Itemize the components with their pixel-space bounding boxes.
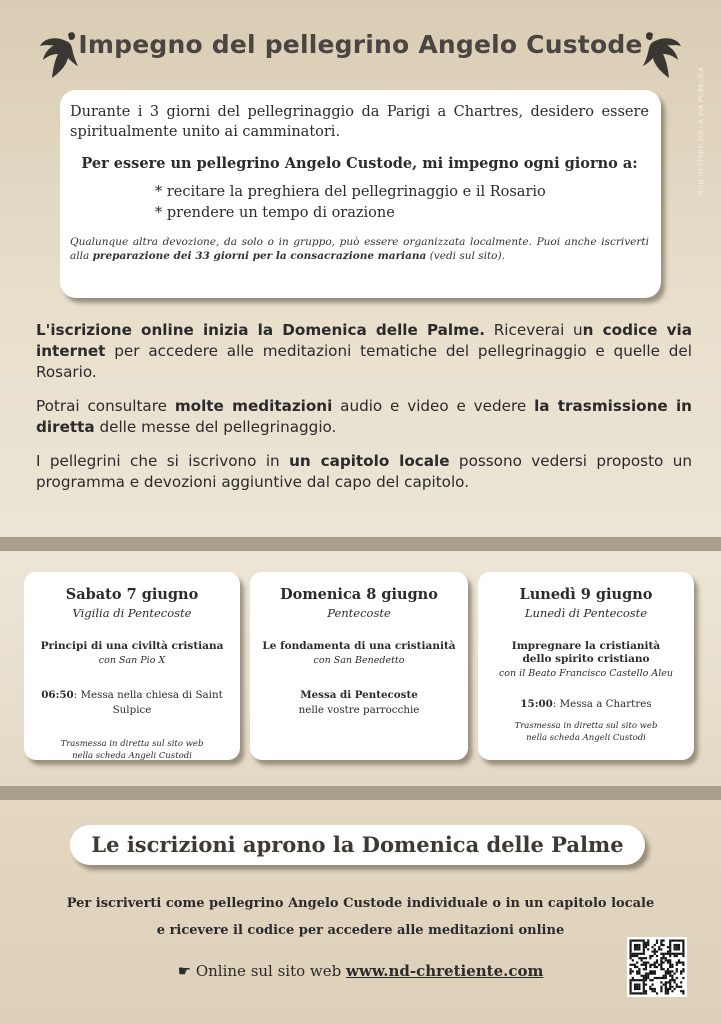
- note-bold: preparazione dei 33 giorni per la consacrazione mariana: [92, 250, 427, 262]
- text: I pellegrini che si iscrivono in: [36, 452, 290, 470]
- day-feast: Lunedì di Pentecoste: [524, 606, 648, 620]
- day-feast: Pentecoste: [327, 606, 391, 620]
- page-title: Impegno del pellegrino Angelo Custode: [78, 30, 643, 59]
- live-line: nella scheda Angeli Custodi: [72, 751, 192, 760]
- day-feast: Vigilia di Pentecoste: [72, 606, 192, 620]
- commitment-box: [60, 90, 661, 298]
- text: per accedere alle meditazioni tematiche del pellegrinaggio e quelle del Rosario.: [36, 342, 692, 381]
- side-note: NON GETTARE SULLA VIA PUBBLICA: [697, 66, 705, 195]
- day-mass: [250, 688, 468, 718]
- day-patron: con San Benedetto: [313, 655, 405, 666]
- paragraph-registration: [36, 320, 692, 383]
- mass-text: nelle vostre parrocchie: [298, 704, 420, 716]
- mass-text: : Messa nella chiesa di Saint Sulpice: [73, 689, 223, 716]
- signup-line: e ricevere il codice per accedere alle meditazioni online: [156, 923, 565, 938]
- day-card-monday: [478, 572, 694, 760]
- text: audio e video e vedere: [332, 397, 535, 415]
- info-text: [36, 320, 692, 506]
- paragraph-meditations: [36, 396, 692, 438]
- day-topic: Principi di una civiltà cristiana: [40, 640, 224, 652]
- day-topic: Le fondamenta di una cristianità: [262, 640, 456, 652]
- mass-time: 06:50: [41, 689, 74, 701]
- day-title: Sabato 7 giugno: [65, 586, 199, 603]
- mass-text: : Messa a Chartres: [552, 698, 652, 710]
- day-mass: [24, 688, 240, 718]
- day-patron: con San Pio X: [98, 655, 166, 666]
- commitment-intro: Durante i 3 giorni del pellegrinaggio da Parigi a Chartres, desidero essere spiritualmente unito ai camminatori.: [70, 104, 649, 140]
- text: delle messe del pellegrinaggio.: [94, 418, 337, 436]
- list-item: * prendere un tempo di orazione: [155, 205, 395, 221]
- live-line: Trasmessa in diretta sul sito web: [514, 721, 658, 731]
- commitment-list: [155, 182, 649, 224]
- divider-band: [0, 786, 721, 800]
- online-label: Online sul sito web: [191, 962, 347, 980]
- topic-line: Impregnare la cristianità: [511, 640, 661, 652]
- day-card-sunday: [250, 572, 468, 760]
- live-line: Trasmessa in diretta sul sito web: [60, 739, 204, 749]
- day-topic: [478, 640, 694, 666]
- note-text: Qualunque altra devozione, da solo o in gruppo, può essere organizzata localmente. Puoi anche iscriverti alla: [70, 236, 649, 262]
- commitment-note: [70, 235, 649, 263]
- bold-text: n codice via internet: [36, 321, 692, 360]
- signup-line: Per iscriverti come pellegrino Angelo Custode individuale o in un capitolo locale: [66, 896, 655, 911]
- list-item: * recitare la preghiera del pellegrinaggio e il Rosario: [155, 184, 546, 200]
- bold-text: un capitolo locale: [289, 452, 450, 470]
- signup-text: [0, 890, 721, 944]
- online-line: [0, 962, 721, 980]
- day-title: Domenica 8 giugno: [280, 586, 438, 603]
- day-live-note: [24, 738, 240, 760]
- day-mass: [478, 697, 694, 712]
- day-live-note: [478, 720, 694, 744]
- commitment-pledge: Per essere un pellegrino Angelo Custode, mi impegno ogni giorno a:: [81, 155, 638, 172]
- pointing-hand-icon: ☛: [177, 962, 192, 980]
- day-card-saturday: [24, 572, 240, 760]
- paragraph-chapter: [36, 451, 692, 493]
- note-text: (vedi sul sito).: [426, 250, 505, 262]
- website-link[interactable]: www.nd-chretiente.com: [346, 962, 544, 980]
- mass-time: 15:00: [520, 698, 553, 710]
- bold-text: la trasmissione in diretta: [36, 397, 692, 436]
- qr-code-icon[interactable]: [627, 937, 687, 997]
- bold-text: molte meditazioni: [174, 397, 333, 415]
- text: Potrai consultare: [36, 397, 175, 415]
- mass-title: Messa di Pentecoste: [300, 689, 418, 701]
- day-patron: con il Beato Francisco Castello Aleu: [498, 668, 673, 679]
- bold-text: L'iscrizione online inizia la Domenica delle Palme.: [36, 321, 486, 339]
- text: Riceverai u: [485, 321, 583, 339]
- text: possono vedersi proposto un programma e devozioni aggiuntive dal capo del capitolo.: [36, 452, 692, 491]
- registration-banner: Le iscrizioni aprono la Domenica delle Palme: [70, 825, 645, 865]
- live-line: nella scheda Angeli Custodi: [526, 733, 646, 743]
- divider-band: [0, 537, 721, 551]
- topic-line: dello spirito cristiano: [522, 653, 650, 665]
- day-title: Lunedì 9 giugno: [519, 586, 653, 603]
